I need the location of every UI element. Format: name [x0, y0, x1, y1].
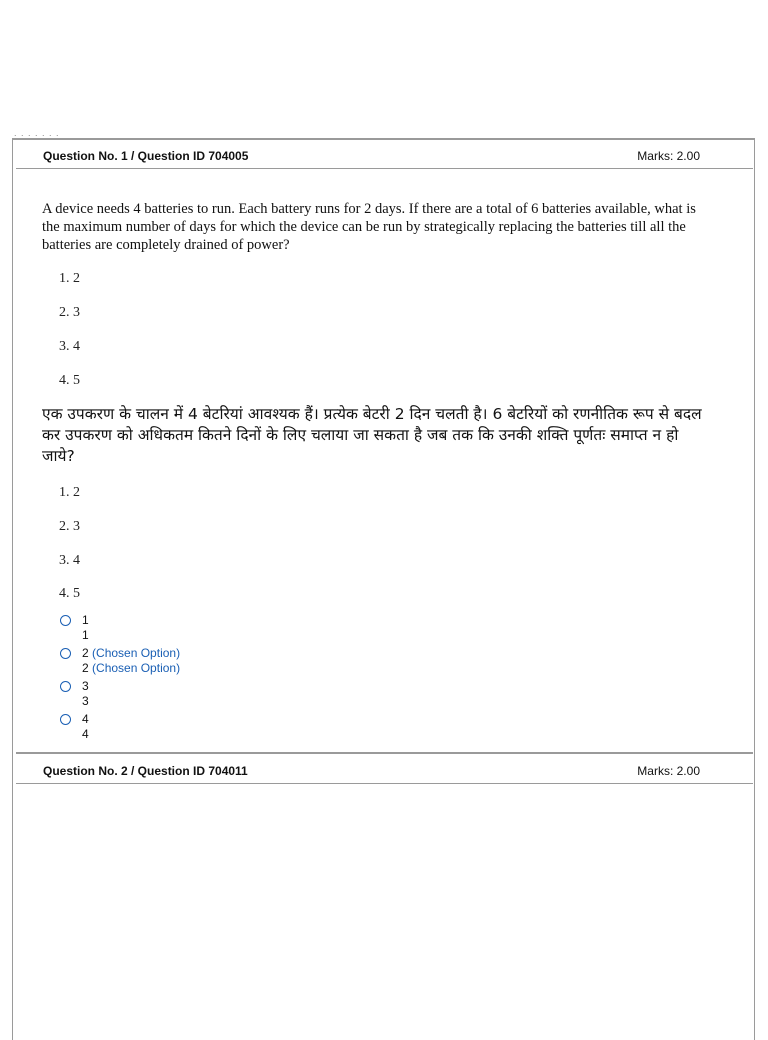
answer-choice-1[interactable] — [60, 613, 89, 643]
answer-choice-2[interactable] — [60, 646, 180, 676]
choice-4-sublabel: 4 — [82, 727, 89, 741]
question-1-title: Question No. 1 / Question ID 704005 — [43, 149, 249, 163]
option-en-2: 2. 3 — [59, 305, 80, 320]
option-en-3: 3. 4 — [59, 339, 80, 354]
choice-1-sublabel: 1 — [82, 628, 89, 642]
option-hi-2: 2. 3 — [59, 519, 80, 534]
option-hi-3: 3. 4 — [59, 553, 80, 568]
question-1-text-hindi: एक उपकरण के चालन में 4 बेटरियां आवश्यक हैं। प्रत्येक बेटरी 2 दिन चलती है। 6 बेटरियों को रणनीतिक रूप से बदल कर उपकरण को अधिकतम कितने दिनों के लिए चलाया जा सकता है जब तक कि उनकी शक्ति पूर्णतः समाप्त न हो जाये? — [42, 405, 702, 465]
option-en-1: 1. 2 — [59, 271, 80, 286]
question-2-title: Question No. 2 / Question ID 704011 — [43, 764, 248, 778]
header-divider — [16, 783, 753, 784]
question-2-header — [43, 764, 700, 778]
choice-4-label: 4 — [82, 712, 89, 726]
question-1-header — [43, 149, 700, 163]
choice-3-label: 3 — [82, 679, 89, 693]
question-2-marks: Marks: 2.00 — [637, 764, 700, 778]
option-en-4: 4. 5 — [59, 373, 80, 388]
header-divider — [16, 168, 753, 169]
choice-2-sublabel: 2 — [82, 661, 89, 675]
choice-1-label: 1 — [82, 613, 89, 627]
choice-3-sublabel: 3 — [82, 694, 89, 708]
question-1-text-english: A device needs 4 batteries to run. Each battery runs for 2 days. If there are a total of 6 batteries available, what is the maximum number of days for which the device can be run by strategically replacing the batteries till all the batteries are completely drained of power? — [42, 201, 696, 253]
option-hi-1: 1. 2 — [59, 485, 80, 500]
chosen-option-tag: (Chosen Option) — [92, 646, 181, 660]
question-panel-frame — [12, 138, 755, 1040]
radio-icon[interactable] — [60, 681, 71, 692]
choice-2-label: 2 — [82, 646, 89, 660]
question-1-marks: Marks: 2.00 — [637, 149, 700, 163]
answer-choice-3[interactable] — [60, 679, 89, 709]
answer-choice-4[interactable] — [60, 712, 89, 742]
radio-icon[interactable] — [60, 615, 71, 626]
radio-icon[interactable] — [60, 714, 71, 725]
option-hi-4: 4. 5 — [59, 586, 80, 601]
chosen-option-tag: (Chosen Option) — [92, 661, 181, 675]
radio-icon[interactable] — [60, 648, 71, 659]
question-separator — [16, 752, 753, 754]
cropped-header-fragment: . . . . . . . — [14, 128, 60, 138]
